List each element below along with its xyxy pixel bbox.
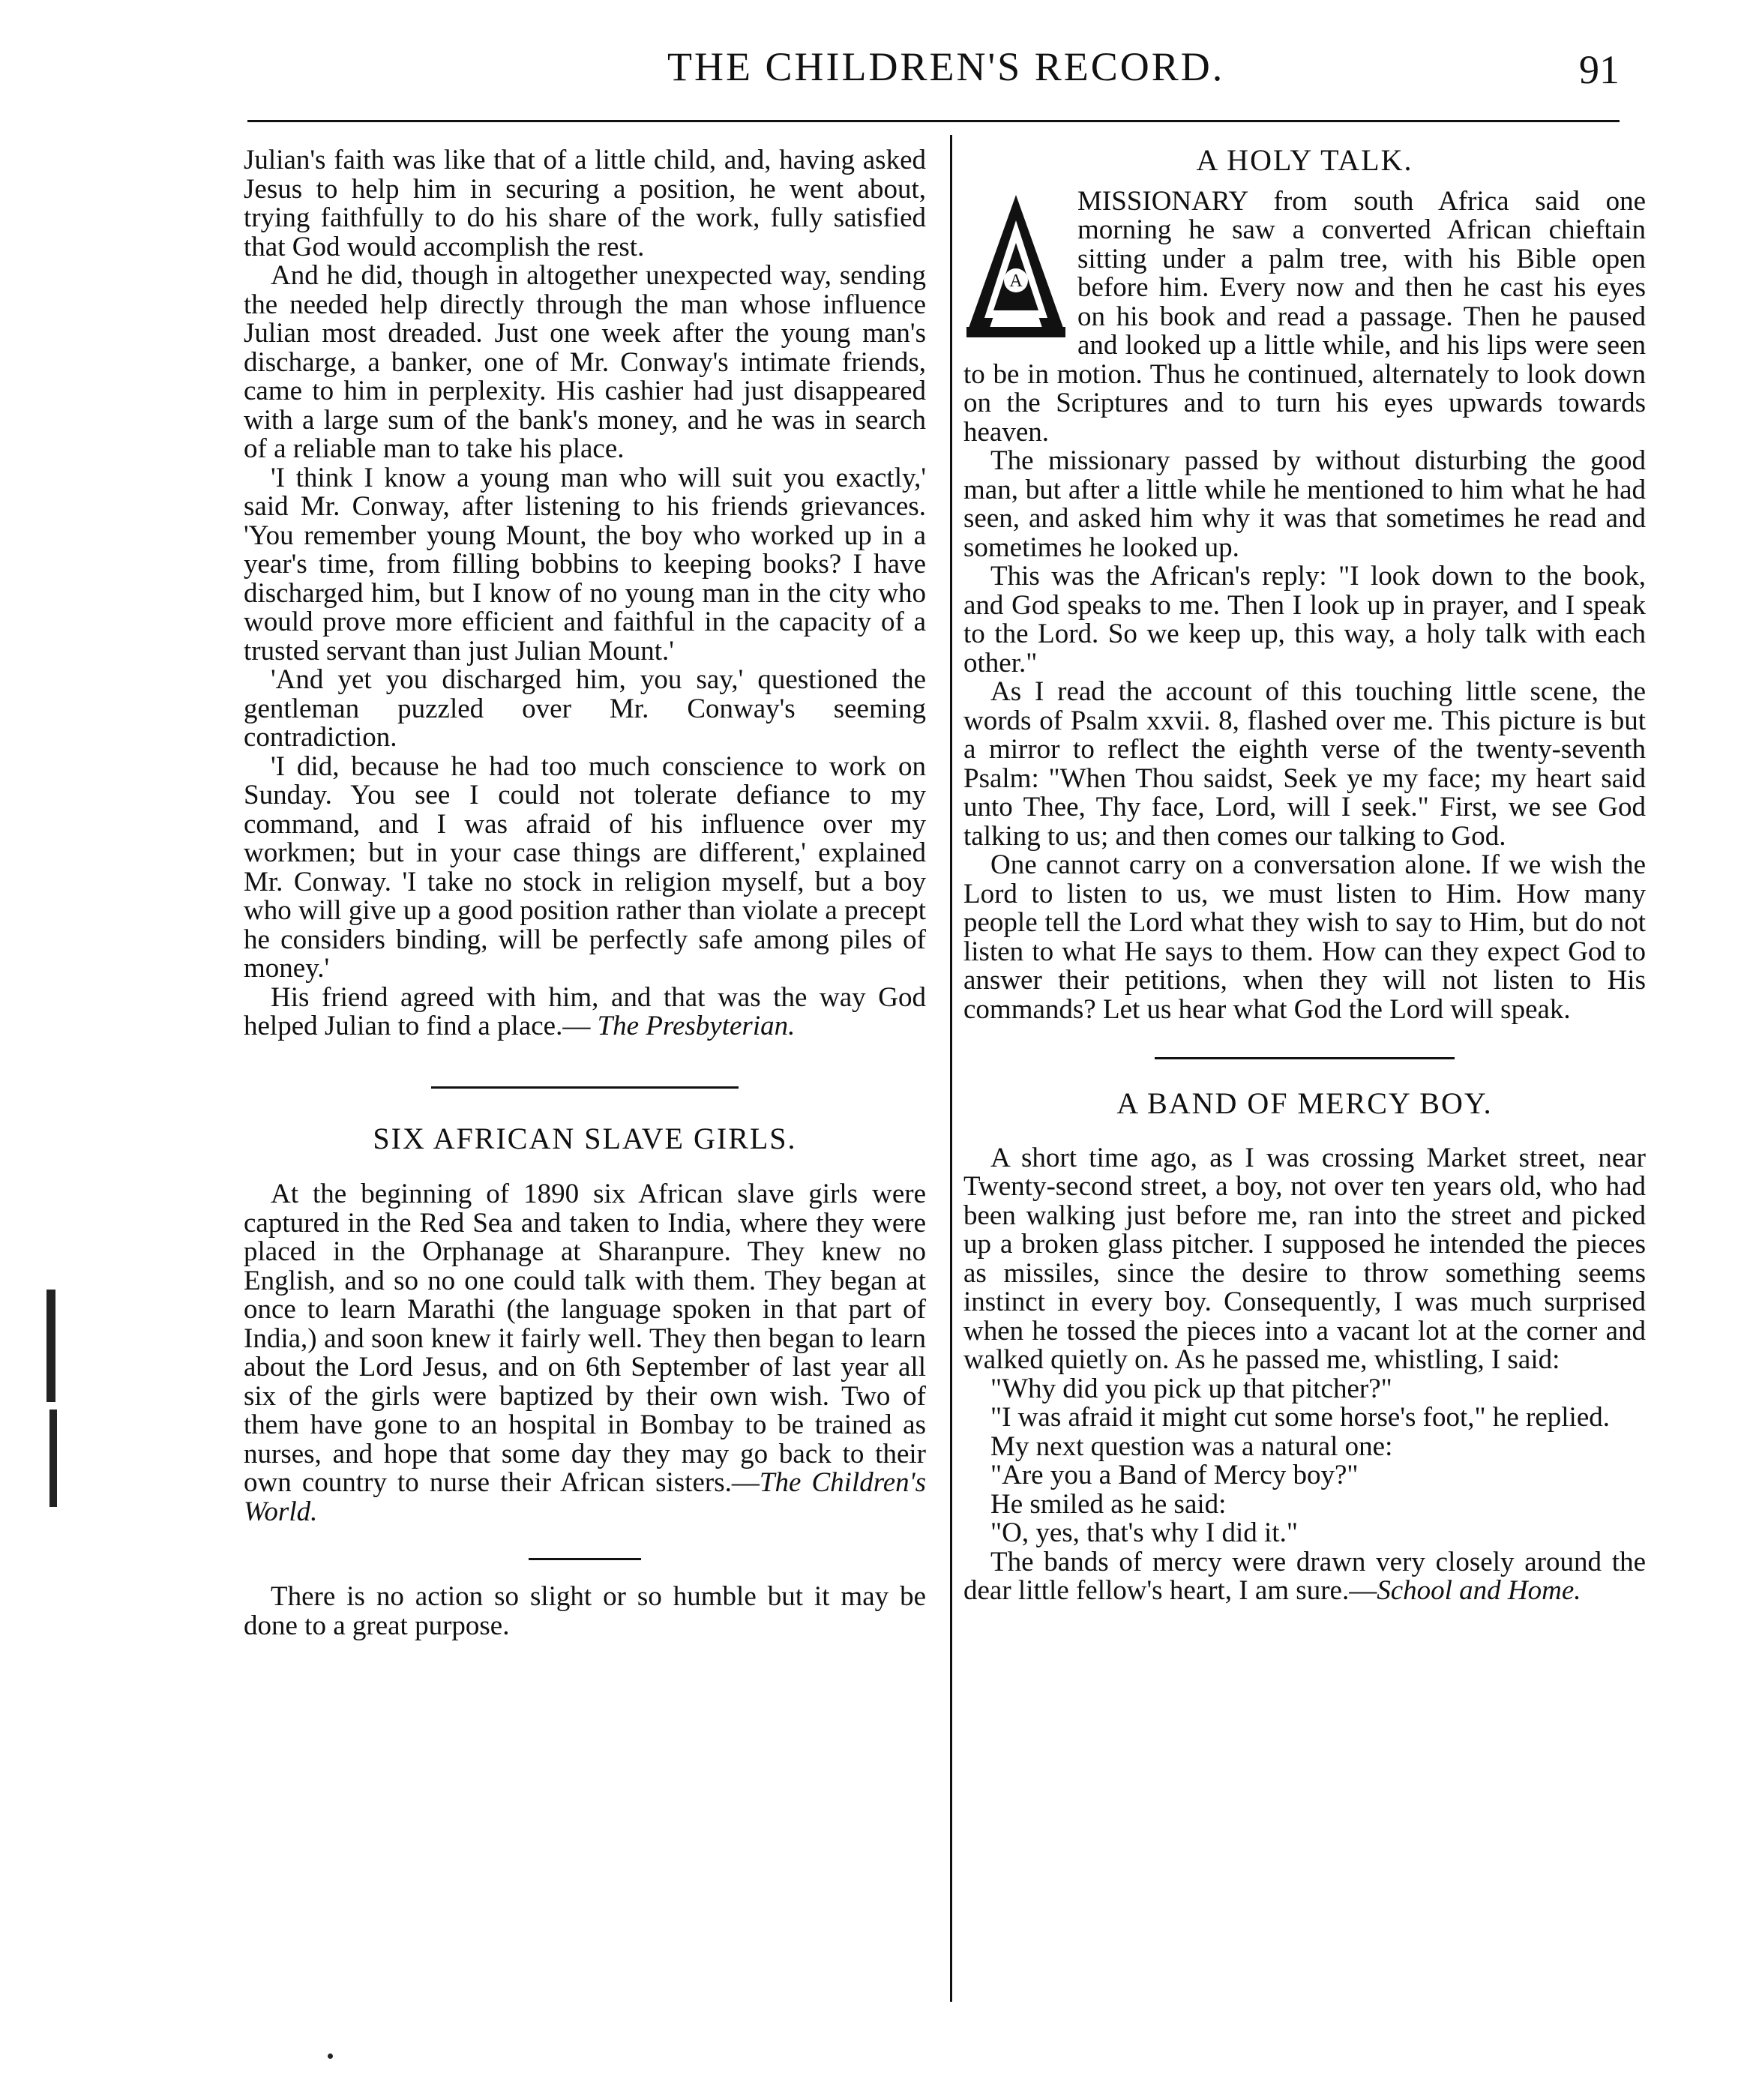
story-paragraph: 'I think I know a young man who will suit you exactly,' said Mr. Conway, after listening to his friends grievances. 'You remember young Mount, the boy who worked up in a year's time, from filling bobbins to keeping books? I have discharged him, but I know of no young man in the city who would prove more efficient and faithful in the capacity of a trusted servant than just Julian Mount.' [244, 462, 926, 667]
story-paragraph: 'And yet you discharged him, you say,' questioned the gentleman puzzled over Mr. Conway's seeming contradiction. [244, 664, 926, 753]
mercy-paragraph: "Are you a Band of Mercy boy?" [990, 1460, 1359, 1490]
margin-scan-mark [46, 1290, 55, 1402]
column-divider [950, 135, 952, 2002]
story-paragraph-text: His friend agreed with him, and that was the way God helped Julian to find a place.— [244, 981, 926, 1041]
slave-girls-heading: SIX AFRICAN SLAVE GIRLS. [373, 1121, 797, 1155]
band-of-mercy-heading: A BAND OF MERCY BOY. [1116, 1086, 1493, 1120]
holy-talk-heading: A HOLY TALK. [1196, 143, 1413, 177]
mercy-source: School and Home. [1377, 1575, 1581, 1606]
story-paragraph: Julian's faith was like that of a little child, and, having asked Jesus to help him in securing a position, he went about, trying faithfully to do his share of the work, fully satisfied that God would accomplish the rest. [244, 145, 926, 262]
holy-talk-paragraph: As I read the account of this touching little scene, the words of Psalm xxvii. 8, flashed over me. This picture is but a mirror to reflect the eighth verse of the twenty-seventh Psalm: "When Thou saidst, Seek ye my face; my heart said unto Thee, Thy face, Lord, will I seek." First, we see God talking to us; and then comes our talking to God. [963, 676, 1646, 852]
slave-girls-source: The Children's World. [244, 1467, 926, 1527]
margin-scan-mark [49, 1409, 57, 1507]
mercy-paragraph-last [963, 1548, 1646, 1606]
page-speck [328, 2054, 333, 2059]
holy-talk-paragraph: This was the African's reply: "I look down to the book, and God speaks to me. Then I look up in prayer, and I speak to the Lord. So we keep up, this way, a holy talk with each other." [963, 561, 1646, 679]
holy-talk-paragraph: One cannot carry on a conversation alone. If we wish the Lord to listen to us, we must listen to Him. How many people tell the Lord what they wish to say to Him, but do not listen to what He says to them. How can they expect God to answer their petitions, when they will not listen to His commands? Let us hear what God the Lord will speak. [963, 849, 1646, 1025]
mercy-paragraph: "Why did you pick up that pitcher?" [990, 1373, 1392, 1404]
slave-girls-paragraph [244, 1180, 926, 1526]
maxim-paragraph: There is no action so slight or so humble but it may be done to a great purpose. [244, 1581, 926, 1641]
left-column [244, 146, 926, 1640]
magazine-title: THE CHILDREN'S RECORD. [667, 44, 1225, 89]
story-paragraph: And he did, though in altogether unexpected way, sending the needed help directly through the man whose influence Julian most dreaded. Just one week after the young man's discharge, a banker, one of Mr. Conway's intimate friends, came to him in perplexity. His cashier had just disappeared with a large sum of the bank's money, and he was in search of a reliable man to take his place. [244, 260, 926, 464]
ornamental-initial-a [963, 190, 1068, 340]
story-paragraph-last [244, 981, 926, 1041]
page-number: 91 [1579, 47, 1620, 92]
mercy-text: The bands of mercy were drawn very closely around the dear little fellow's heart, I am sure.— [963, 1546, 1646, 1606]
mercy-paragraph: A short time ago, as I was crossing Market street, near Twenty-second street, a boy, not over ten years old, who had been walking just before me, ran into the street and picked up a broken glass pitcher. I supposed he intended the pieces as missiles, since the desire to throw something seems instinct in every boy. Consequently, I was much surprised when he tossed the pieces into a vacant lot at the corner and walked quietly on. As he passed me, whistling, I said: [963, 1142, 1646, 1375]
section-rule [1155, 1057, 1455, 1059]
section-rule [529, 1558, 641, 1560]
holy-talk-text: MISSIONARY from south Africa said one morning he saw a converted African chieftain sitting under a palm tree, with his Bible open before him. Every now and then he cast his eyes on his book and read a passage. Then he paused and looked up a little while, and his lips were seen to be in motion. Thus he continued, alternately to look down on the Scriptures and to turn his eyes upwards towards heaven. [963, 185, 1646, 448]
slave-girls-text: At the beginning of 1890 six African slave girls were captured in the Red Sea and taken to India, where they were placed in the Orphanage at Sharanpure. They knew no English, and so no one could talk with them. They began at once to learn Marathi (the language spoken in that part of India,) and soon knew it fairly well. They then began to learn about the Lord Jesus, and on 6th September of last year all six of the girls were baptized by their own wish. Two of them have gone to an hospital in Bombay to be trained as nurses, and hope that some day they may go back to their own country to nurse their African sisters.— [244, 1179, 926, 1498]
mercy-paragraph: My next question was a natural one: [990, 1430, 1393, 1462]
section-rule [431, 1086, 739, 1089]
holy-talk-paragraph [963, 187, 1646, 448]
dropcap-letter: A [1009, 271, 1023, 291]
header-rule [247, 120, 1620, 122]
right-column [963, 143, 1646, 1606]
mercy-paragraph: "I was afraid it might cut some horse's foot," he replied. [990, 1402, 1610, 1433]
story-paragraph: 'I did, because he had too much conscience to work on Sunday. You see I could not tolerate defiance to my command, and I was afraid of his influence over my workmen; but in your case things are different,' explained Mr. Conway. 'I take no stock in religion myself, but a boy who will give up a good position rather than violate a precept he considers binding, will be perfectly safe among piles of money.' [244, 750, 926, 984]
page-header [247, 43, 1620, 118]
holy-talk-paragraph: The missionary passed by without disturbing the good man, but after a little while he mentioned to him what he had seen, and asked him why it was that sometimes he read and sometimes he looked up. [963, 445, 1646, 563]
story-source: The Presbyterian. [597, 1011, 796, 1041]
mercy-paragraph: He smiled as he said: [990, 1488, 1227, 1520]
ornamental-initial-a-graphic [963, 190, 1068, 340]
mercy-paragraph: "O, yes, that's why I did it." [990, 1517, 1298, 1548]
